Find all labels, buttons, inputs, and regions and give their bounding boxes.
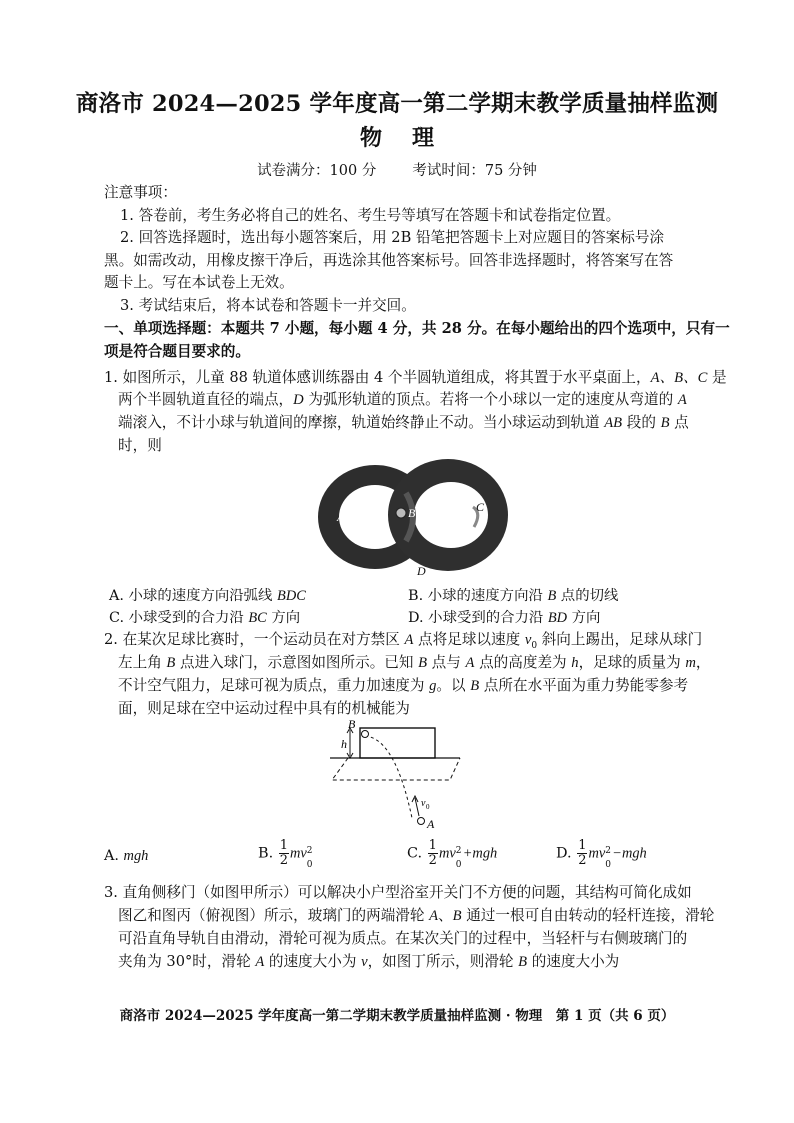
q1-line-2: 两个半圆轨道直径的端点，D 为弧形轨道的顶点。若将一个小球以一定的速度从弯道的 A [118, 391, 687, 408]
q2-option-b[interactable]: B. $\frac{1}{2}$ mv 2 0 [258, 838, 313, 870]
goal-frame [360, 728, 435, 758]
goal-area [332, 758, 460, 780]
label-v: v [421, 798, 426, 809]
ball-b [362, 731, 369, 738]
q1-option-d[interactable]: D. 小球受到的合力沿 BD 方向 [408, 610, 601, 626]
q2-line-3: 不计空气阻力，足球可视为质点，重力加速度为 g。以 B 点所在水平面为重力势能零参考 [118, 677, 689, 694]
q3-line-2: 图乙和图丙（俯视图）所示，玻璃门的两端滑轮 A、B 通过一根可自由转动的轻杆连接，滑轮 [118, 907, 715, 924]
q2-line-2: 左上角 B 点进入球门，示意图如图所示。已知 B 点与 A 点的高度差为 h，足球的质量为 m， [118, 654, 711, 671]
q1-option-b[interactable]: B. 小球的速度方向沿 B 点的切线 [408, 588, 619, 604]
q1-line-1: 1. 如图所示，儿童 88 轨道体感训练器由 4 个半圆轨道组成，将其置于水平桌面上，A、B、C 是 [104, 369, 727, 386]
q3-line-4: 夹角为 30°时，滑轮 A 的速度大小为 v，如图丁所示，则滑轮 B 的速度大小为 [118, 953, 620, 970]
notice-item-2-line-2: 黑。如需改动，用橡皮擦干净后，再选涂其他答案标号。回答非选择题时，将答案写在答 [104, 252, 674, 269]
exam-subject: 物理 [359, 125, 464, 151]
ball [396, 508, 406, 518]
q3-line-1: 3. 直角侧移门（如图甲所示）可以解决小户型浴室开关门不方便的问题，其结构可简化成如 [104, 884, 692, 901]
notice-item-2-line-3: 题卡上。写在本试卷上无效。 [104, 274, 294, 291]
label-b: B [408, 506, 416, 520]
q1-line-3: 端滚入，不计小球与轨道间的摩擦，轨道始终静止不动。当小球运动到轨道 AB 段的 B 点 [118, 414, 689, 431]
label-h: h [341, 737, 347, 751]
page-footer: 商洛市 2024—2025 学年度高一第二学期末教学质量抽样监测 · 物理 第 1 页（共 6 页） [119, 1008, 675, 1024]
label-b: B [348, 718, 356, 731]
section-1-line-1: 一、单项选择题：本题共 7 小题，每小题 4 分，共 28 分。在每小题给出的四个选项中，只有一 [104, 320, 730, 337]
label-a: A [337, 510, 345, 524]
exam-time: 考试时间：75 分钟 [412, 163, 537, 179]
trajectory [365, 736, 412, 818]
full-score: 试卷满分：100 分 [257, 163, 377, 179]
q3-line-3: 可沿直角导轨自由滑动，滑轮可视为质点。在某次关门的过程中，当轻杆与右侧玻璃门的 [118, 930, 688, 947]
q2-option-d[interactable]: D. $\frac{1}{2}$ mv 2 0 −mgh [556, 838, 647, 870]
q1-track-figure [310, 455, 510, 580]
label-c: C [476, 500, 485, 514]
notice-item-2-line-1: 2. 回答选择题时，选出每小题答案后，用 2B 铅笔把答题卡上对应题目的答案标号涂 [120, 229, 665, 246]
exam-title: 商洛市 2024—2025 学年度高一第二学期末教学质量抽样监测 [75, 91, 719, 117]
notice-item-1: 1. 答卷前，考生务必将自己的姓名、考生号等填写在答题卡和试卷指定位置。 [120, 207, 621, 224]
q2-option-c[interactable]: C. $\frac{1}{2}$ mv 2 0 +mgh [407, 838, 498, 870]
label-a: A [427, 817, 435, 831]
exam-meta [0, 159, 794, 180]
notice-heading: 注意事项： [104, 184, 177, 201]
q2-goal-figure [320, 718, 465, 834]
q2-line-1: 2. 在某次足球比赛时，一个运动员在对方禁区 A 点将足球以速度 $v_0$ 斜向上踢出，足球从球门 [104, 631, 703, 651]
label-v-sub: 0 [426, 803, 430, 811]
q1-line-4: 时，则 [118, 437, 162, 454]
ball-a [418, 818, 425, 825]
notice-item-3: 3. 考试结束后，将本试卷和答题卡一并交回。 [120, 297, 416, 314]
q1-option-c[interactable]: C. 小球受到的合力沿 BC 方向 [109, 610, 301, 626]
q2-option-a[interactable]: A. mgh [104, 848, 149, 864]
q1-option-a[interactable]: A. 小球的速度方向沿弧线 BDC [109, 588, 306, 604]
label-d: D [417, 564, 426, 578]
q2-line-4: 面，则足球在空中运动过程中具有的机械能为 [118, 700, 410, 717]
section-1-line-2: 项是符合题目要求的。 [104, 343, 250, 360]
